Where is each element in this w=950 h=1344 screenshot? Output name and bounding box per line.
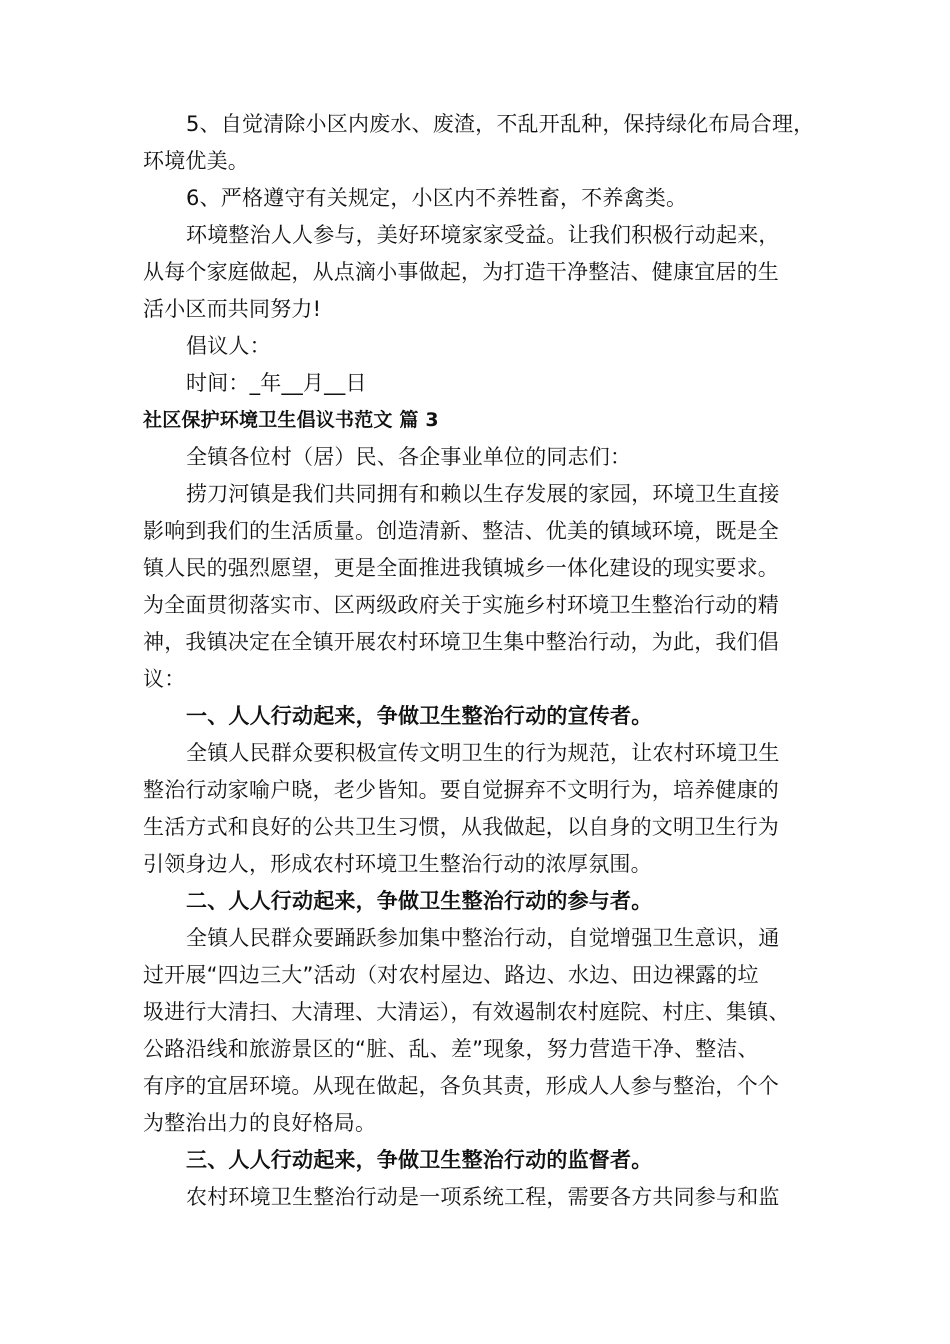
document-page [143,106,823,1216]
paragraph-line: 环境整治人人参与，美好环境家家受益。让我们积极行动起来， [186,223,780,247]
paragraph-line: 议： [143,667,186,691]
paragraph-line: 全镇各位村（居）民、各企事业单位的同志们： [186,445,632,469]
paragraph-line: 整治行动家喻户晓，老少皆知。要自觉摒弃不文明行为，培养健康的 [143,778,779,802]
paragraph-line: 环境优美。 [143,149,249,173]
paragraph-line: 全镇人民群众要积极宣传文明卫生的行为规范，让农村环境卫生 [186,741,780,765]
paragraph-line: 农村环境卫生整治行动是一项系统工程，需要各方共同参与和监 [186,1185,780,1209]
paragraph-line: 6、严格遵守有关规定，小区内不养牲畜，不养禽类。 [186,186,688,210]
paragraph-line: 5、自觉清除小区内废水、废渣，不乱开乱种，保持绿化布局合理， [186,112,815,136]
paragraph-line: 活小区而共同努力! [143,297,322,321]
paragraph-line: 圾进行大清扫、大清理、大清运），有效遏制农村庭院、村庄、集镇、 [143,1000,790,1024]
paragraph-line: 为全面贯彻落实市、区两级政府关于实施乡村环境卫生整治行动的精 [143,593,779,617]
paragraph-line: 倡议人： [186,334,271,358]
paragraph-line: 神，我镇决定在全镇开展农村环境卫生集中整治行动，为此，我们倡 [143,630,779,654]
paragraph-line: 影响到我们的生活质量。创造清新、整洁、优美的镇域环境，既是全 [143,519,779,543]
paragraph-line: 时间：_年__月__日 [186,371,367,395]
paragraph-line: 全镇人民群众要踊跃参加集中整治行动，自觉增强卫生意识，通 [186,926,780,950]
paragraph-line: 捞刀河镇是我们共同拥有和赖以生存发展的家园，环境卫生直接 [186,482,780,506]
section-heading: 社区保护环境卫生倡议书范文 篇 3 [143,409,439,431]
subsection-heading: 二、人人行动起来，争做卫生整治行动的参与者。 [186,889,653,913]
subsection-heading: 一、人人行动起来，争做卫生整治行动的宣传者。 [186,704,653,728]
paragraph-line: 公路沿线和旅游景区的“脏、乱、差”现象，努力营造干净、整洁、 [143,1037,759,1061]
paragraph-line: 镇人民的强烈愿望，更是全面推进我镇城乡一体化建设的现实要求。 [143,556,779,580]
paragraph-line: 为整治出力的良好格局。 [143,1111,377,1135]
paragraph-line: 过开展“四边三大”活动（对农村屋边、路边、水边、田边裸露的垃 [143,963,759,987]
paragraph-line: 引领身边人，形成农村环境卫生整治行动的浓厚氛围。 [143,852,652,876]
paragraph-line: 有序的宜居环境。从现在做起，各负其责，形成人人参与整治，个个 [143,1074,779,1098]
paragraph-line: 生活方式和良好的公共卫生习惯，从我做起，以自身的文明卫生行为 [143,815,779,839]
subsection-heading: 三、人人行动起来，争做卫生整治行动的监督者。 [186,1148,653,1172]
paragraph-line: 从每个家庭做起，从点滴小事做起，为打造干净整洁、健康宜居的生 [143,260,779,284]
